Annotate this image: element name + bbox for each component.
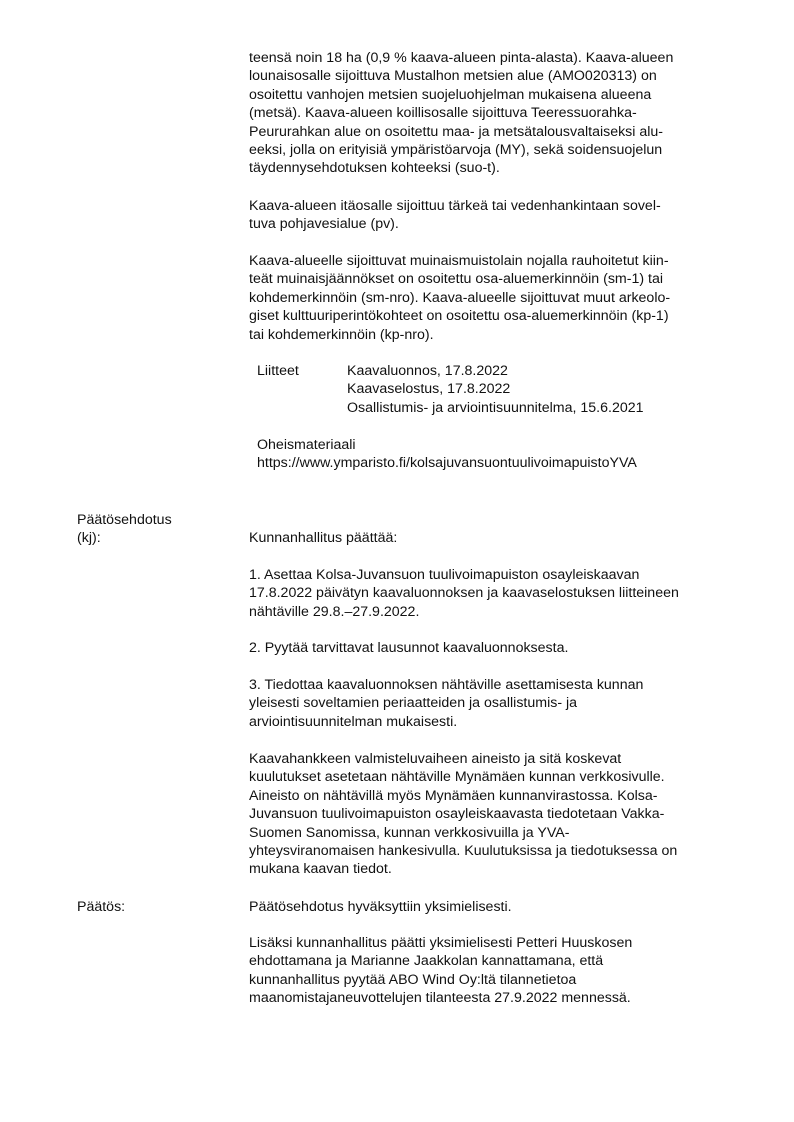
proposal-item-3 [249, 676, 739, 731]
text-line: maanomistajaneuvottelujen tilanteesta 27.9.2022 mennessä. [249, 990, 631, 1007]
text-line: tuva pohjavesialue (pv). [249, 216, 399, 233]
proposal-item-2 [249, 639, 739, 657]
decision-text-block [249, 898, 739, 916]
text-line: Aineisto on nähtävillä myös Mynämäen kunnanvirastossa. Kolsa- [249, 787, 658, 804]
text-line: 17.8.2022 päivätyn kaavaluonnoksen ja kaavaselostuksen liitteineen [249, 585, 679, 602]
text-line: yleisesti soveltamien periaatteiden ja osallistumis- ja [249, 695, 578, 712]
text-line: Kaava-alueelle sijoittuvat muinaismuistolain nojalla rauhoitetut kiin- [249, 253, 669, 269]
text-line: Suomen Sanomissa, kunnan verkkosivuilla ja YVA- [249, 824, 570, 841]
text-line: Kaava-alueen itäosalle sijoittuu tärkeä tai vedenhankintaan sovel- [249, 198, 661, 214]
text-line: täydennysehdotuksen kohteeksi (suo-t). [249, 160, 500, 177]
text-line: ehdottamana ja Marianne Jaakkolan kannattamana, että [249, 953, 604, 970]
attachment-row [257, 380, 644, 398]
text-line: teensä noin 18 ha (0,9 % kaava-alueen pinta-alasta). Kaava-alueen [249, 50, 674, 66]
text-line: arviointisuunnitelman mukaisesti. [249, 713, 458, 730]
text-line: giset kulttuuriperintökohteet on osoitettu osa-aluemerkinnöin (kp-1) [249, 308, 669, 325]
attachment-row [257, 362, 644, 380]
text-line: kuulutukset asetetaan nähtäville Mynämäen kunnan verkkosivulle. [249, 769, 665, 786]
proposal-publicity-paragraph [249, 750, 739, 879]
text-line: Lisäksi kunnanhallitus päätti yksimielisesti Petteri Huuskosen [249, 935, 633, 951]
text-line: yhteysviranomaisen hankesivulla. Kuulutuksissa ja tiedotuksessa on [249, 843, 678, 860]
proposal-intro [249, 529, 739, 547]
text-line: 1. Asettaa Kolsa-Juvansuon tuulivoimapuiston osayleiskaavan [249, 567, 640, 583]
decision-label: Päätös: [77, 899, 126, 915]
paragraph-protected-areas [249, 49, 739, 178]
text-line: kohdemerkinnöin (sm-nro). Kaava-alueelle sijoittuvat muut arkeolo- [249, 289, 671, 306]
attachments-label: Liitteet [257, 363, 299, 379]
supplementary-label: Oheismateriaali [257, 437, 356, 453]
text-line: tai kohdemerkinnöin (kp-nro). [249, 326, 434, 343]
decision-label-block [77, 898, 237, 916]
attachment-row [257, 399, 644, 417]
text-line: nähtäville 29.8.–27.9.2022. [249, 603, 420, 620]
proposal-label-line: Päätösehdotus [77, 512, 172, 528]
attachments-section [257, 362, 644, 417]
supplementary-link[interactable]: https://www.ymparisto.fi/kolsajuvansuontuulivoimapuistoYVA [257, 455, 637, 472]
text-line: kunnanhallitus pyytää ABO Wind Oy:ltä tilannetietoa [249, 971, 577, 988]
proposal-label [77, 511, 237, 548]
text-line: Juvansuon tuulivoimapuiston osayleiskaavasta tiedotetaan Vakka- [249, 806, 665, 823]
proposal-intro-text: Kunnanhallitus päättää: [249, 530, 398, 546]
text-line: lounaisosalle sijoittuva Mustalhon metsien alue (AMO020313) on [249, 68, 657, 85]
text-line: osoitettu vanhojen metsien suojeluohjelman mukaisena alueena [249, 86, 652, 103]
text-line: teät muinaisjäännökset on osoitettu osa-aluemerkinnöin (sm-1) tai [249, 271, 664, 288]
text-line: 3. Tiedottaa kaavaluonnoksen nähtäville asettamisesta kunnan [249, 677, 644, 693]
supplementary-section [257, 436, 637, 473]
text-line: Peururahkan alue on osoitettu maa- ja metsätalousvaltaiseksi alu- [249, 123, 664, 140]
paragraph-groundwater [249, 197, 739, 234]
attachment-item: Osallistumis- ja arviointisuunnitelma, 15.6.2021 [347, 399, 644, 416]
text-line: 2. Pyytää tarvittavat lausunnot kaavaluonnoksesta. [249, 640, 569, 656]
attachment-item: Kaavaluonnos, 17.8.2022 [347, 363, 508, 379]
attachment-item: Kaavaselostus, 17.8.2022 [347, 381, 511, 398]
text-line: (metsä). Kaava-alueen koillisosalle sijoittuva Teeressuorahka- [249, 105, 637, 122]
proposal-label-line: (kj): [77, 530, 101, 547]
text-line: Kaavahankkeen valmisteluvaiheen aineisto ja sitä koskevat [249, 751, 622, 767]
text-line: mukana kaavan tiedot. [249, 861, 392, 878]
paragraph-antiquities [249, 252, 739, 344]
decision-text: Päätösehdotus hyväksyttiin yksimielisesti. [249, 899, 512, 915]
decision-additional [249, 934, 739, 1008]
text-line: eeksi, jolla on erityisiä ympäristöarvoja (MY), sekä soidensuojelun [249, 142, 663, 159]
proposal-item-1 [249, 566, 739, 621]
